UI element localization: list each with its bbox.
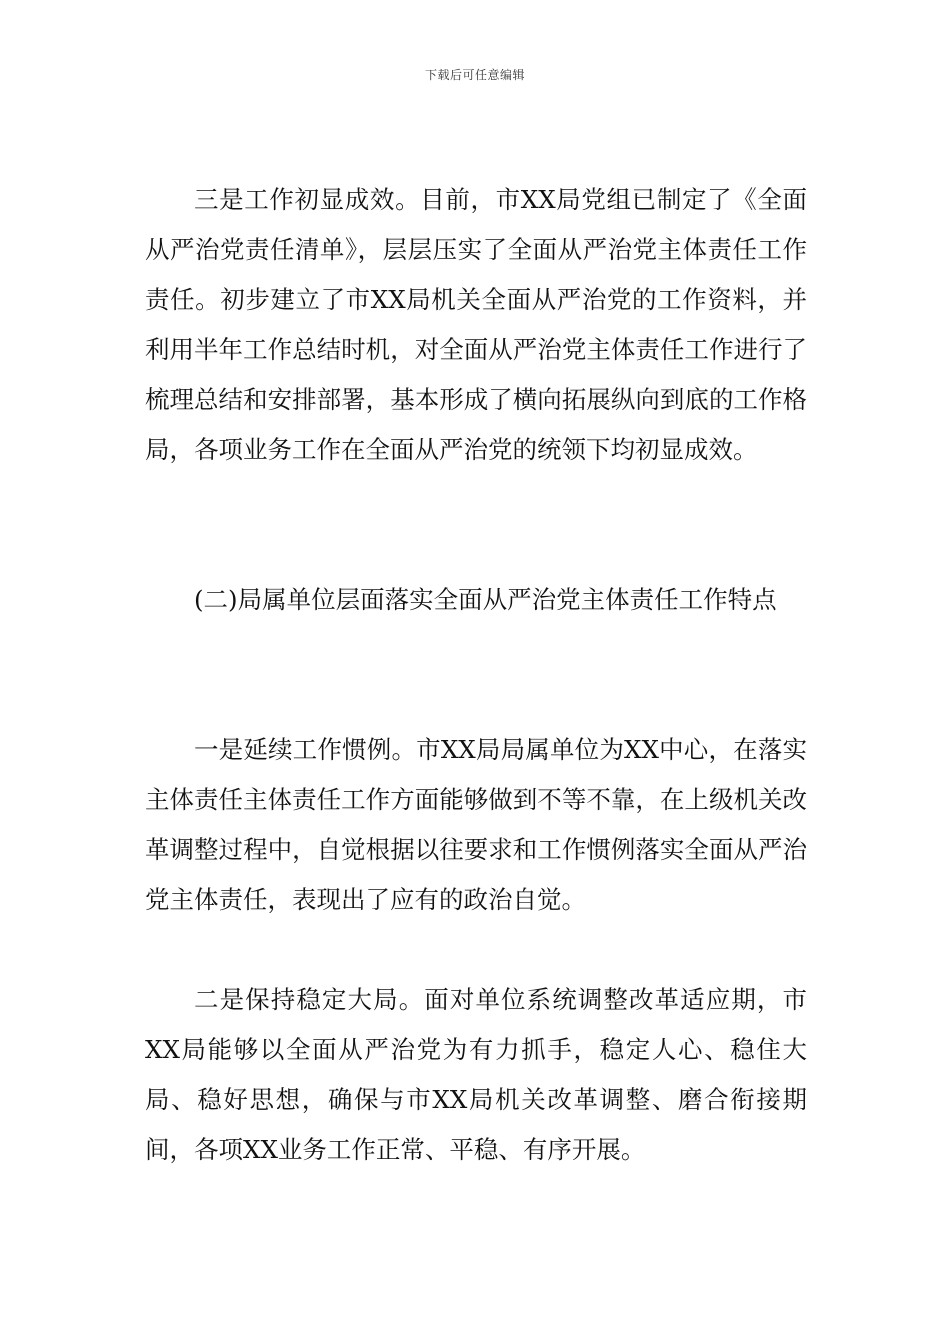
paragraph-continue-practice: 一是延续工作惯例。市XX局局属单位为XX中心，在落实主体责任主体责任工作方面能够做到不等不靠，在上级机关改革调整过程中，自觉根据以往要求和工作惯例落实全面从严治党主体责任，表现出了应有的政治自觉。 (145, 735, 807, 914)
paragraph-maintain-stability: 二是保持稳定大局。面对单位系统调整改革适应期，市XX局能够以全面从严治党为有力抓手，稳定人心、稳住大局、稳好思想，确保与市XX局机关改革调整、磨合衔接期间，各项XX业务工作正常、平稳、有序开展。 (145, 985, 807, 1164)
section-heading-subordinate-units: (二)局属单位层面落实全面从严治党主体责任工作特点 (194, 585, 777, 614)
paragraph-work-results: 三是工作初显成效。目前，市XX局党组已制定了《全面从严治党责任清单》，层层压实了全面从严治党主体责任工作责任。初步建立了市XX局机关全面从严治党的工作资料，并利用半年工作总结时机，对全面从严治党主体责任工作进行了梳理总结和安排部署，基本形成了横向拓展纵向到底的工作格局，各项业务工作在全面从严治党的统领下均初显成效。 (145, 185, 807, 464)
page-header: 下载后可任意编辑 (424, 68, 525, 82)
